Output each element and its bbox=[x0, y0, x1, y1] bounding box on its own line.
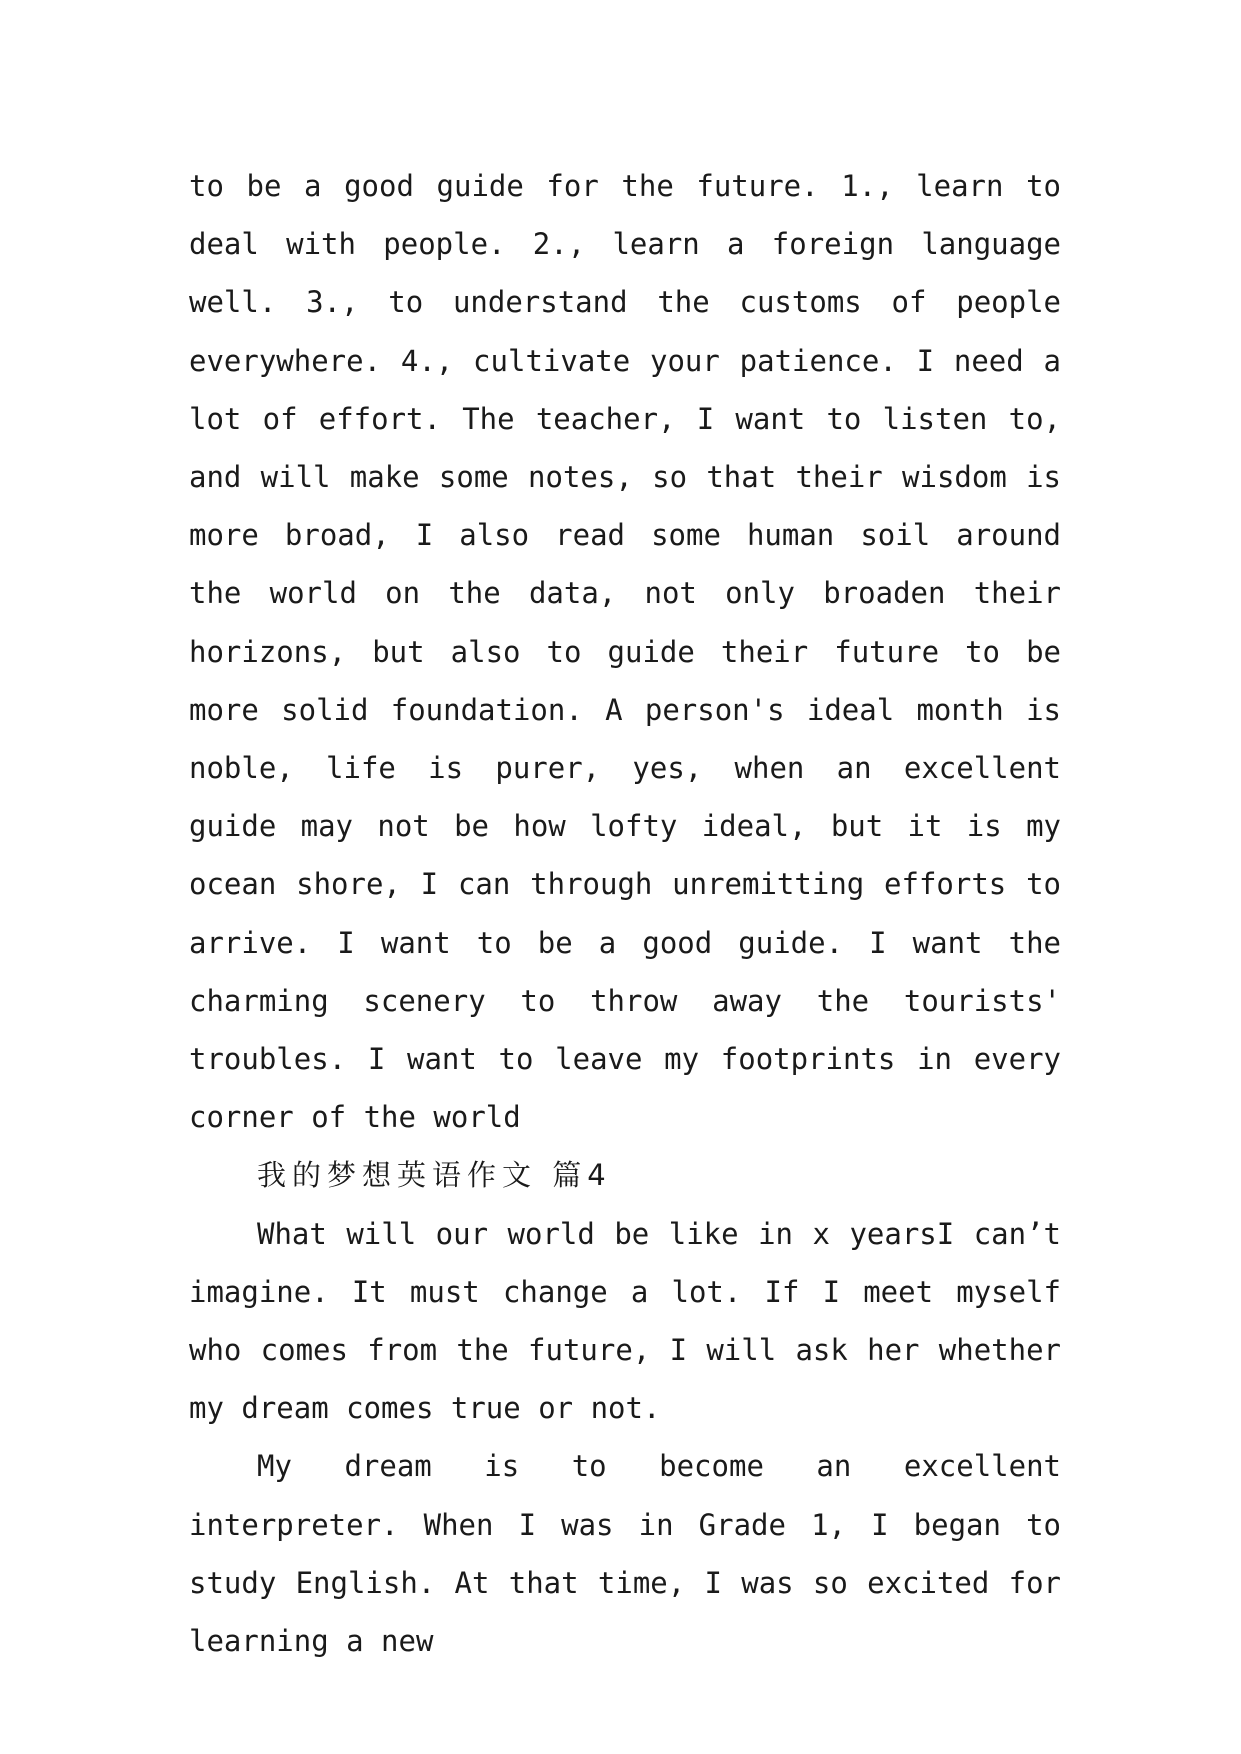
paragraph-future-world: What will our world be like in x yearsI can’t imagine. It must change a lot. If I meet myself who comes from the future, I will ask her whether my dream comes true or not. bbox=[189, 1216, 1061, 1426]
document-body bbox=[189, 157, 1061, 1670]
paragraph-guide-dream: to be a good guide for the future. 1., learn to deal with people. 2., learn a foreign language well. 3., to understand the customs of people everywhere. 4., cultivate your patience. I need a lot of effort. The teacher, I want to listen to, and will make some notes, so that their wisdom is more broad, I also read some human soil around the world on the data, not only broaden their horizons, but also to guide their future to be more solid foundation. A person's ideal month is noble, life is purer, yes, when an excellent guide may not be how lofty ideal, but it is my ocean shore, I can through unremitting efforts to arrive. I want to be a good guide. I want the charming scenery to throw away the tourists' troubles. I want to leave my footprints in every corner of the world bbox=[189, 169, 1061, 1135]
section-heading: 我的梦想英语作文 篇4 bbox=[257, 1158, 612, 1193]
paragraph-interpreter-dream: My dream is to become an excellent interpreter. When I was in Grade 1, I began to study English. At that time, I was so excited for learning a new bbox=[189, 1449, 1061, 1659]
